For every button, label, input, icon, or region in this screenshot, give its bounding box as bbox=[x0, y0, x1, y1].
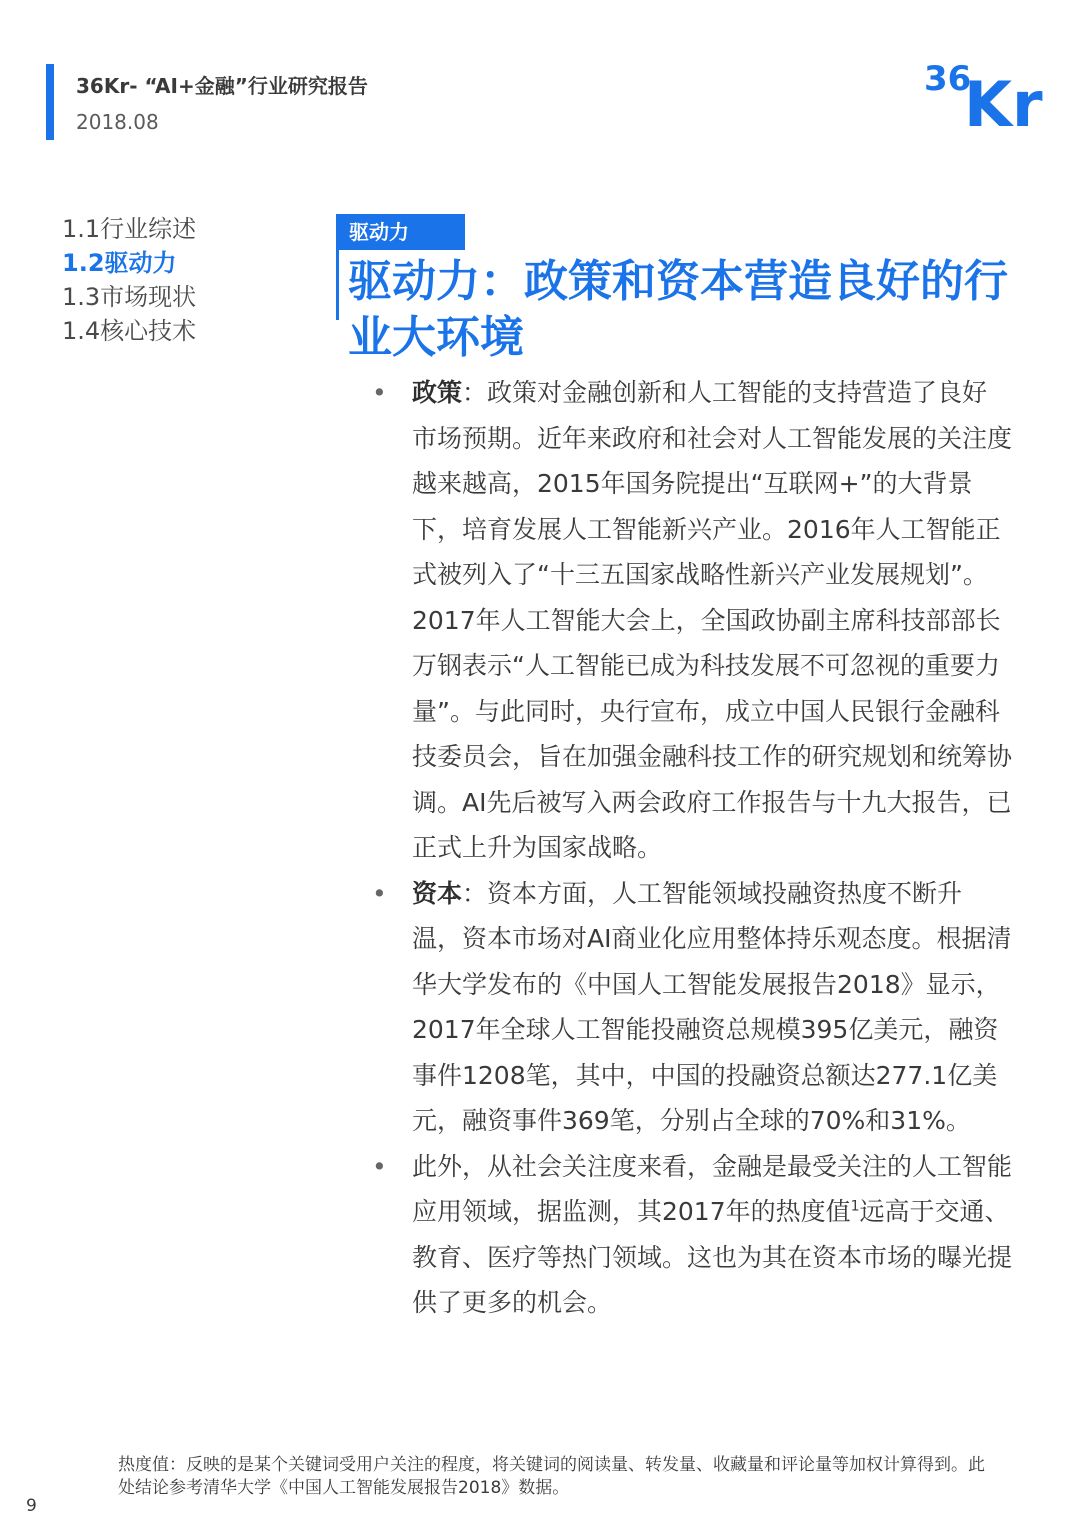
bullet-label-policy: 政策 bbox=[412, 378, 463, 407]
header-accent-bar bbox=[46, 64, 54, 140]
section-title: 驱动力：政策和资本营造良好的行业大环境 bbox=[348, 256, 1008, 363]
bullet-text-attention-2: 远高于交通、教育、医疗等热门领域。这也为其在资本市场的曝光提供了更多的机会。 bbox=[412, 1197, 1013, 1317]
bullet-list bbox=[372, 370, 1012, 1326]
section-tag: 驱动力 bbox=[339, 214, 465, 250]
bullet-dot: • bbox=[372, 878, 387, 908]
bullet-capital bbox=[372, 871, 1012, 1144]
bullet-policy bbox=[372, 370, 1012, 871]
bullet-dot: • bbox=[372, 378, 387, 407]
bullet-text-policy: ：政策对金融创新和人工智能的支持营造了良好市场预期。近年来政府和社会对人工智能发展的关注度越来越高，2015年国务院提出“互联网+”的大背景下，培育发展人工智能新兴产业。2016年人工智能正式被列入了“十三五国家战略性新兴产业发展规划”。2017年人工智能大会上，全国政协副主席科技部部长万钢表示“人工智能已成为科技发展不可忽视的重要力量”。与此同时，央行宣布，成立中国人民银行金融科技委员会，旨在加强金融科技工作的研究规划和统筹协调。AI先后被写入两会政府工作报告与十九大报告，已正式上升为国家战略。 bbox=[412, 378, 1013, 862]
toc-item-1-3[interactable]: 1.3市场现状 bbox=[62, 283, 197, 311]
bullet-text-attention-1: 此外，从社会关注度来看，金融是最受关注的人工智能应用领域，据监测，其2017年的热度值 bbox=[412, 1151, 1013, 1226]
table-of-contents bbox=[62, 212, 302, 348]
svg-text:36: 36 bbox=[924, 59, 972, 99]
bullet-attention bbox=[372, 1144, 1012, 1326]
footnote: 热度值：反映的是某个关键词受用户关注的程度，将关键词的阅读量、转发量、收藏量和评论量等加权计算得到。此处结论参考清华大学《中国人工智能发展报告2018》数据。 bbox=[118, 1455, 985, 1498]
toc-item-1-2-active[interactable]: 1.2驱动力 bbox=[62, 249, 177, 277]
bullet-label-capital: 资本 bbox=[412, 878, 463, 908]
36kr-logo bbox=[920, 46, 1050, 136]
report-title: 36Kr- “AI+金融”行业研究报告 bbox=[76, 74, 368, 98]
bullet-text-capital: ：资本方面，人工智能领域投融资热度不断升温，资本市场对AI商业化应用整体持乐观态度。根据清华大学发布的《中国人工智能发展报告2018》显示，2017年全球人工智能投融资总规模395亿美元，融资事件1208笔，其中，中国的投融资总额达277.1亿美元，融资事件369笔，分别占全球的70%和31%。 bbox=[412, 878, 1012, 1135]
toc-item-1-4[interactable]: 1.4核心技术 bbox=[62, 317, 197, 345]
toc-item-1-1[interactable]: 1.1行业综述 bbox=[62, 215, 197, 243]
bullet-dot: • bbox=[372, 1151, 387, 1181]
svg-text:Kr: Kr bbox=[964, 68, 1043, 136]
page-number: 9 bbox=[26, 1496, 37, 1516]
report-date: 2018.08 bbox=[76, 110, 159, 134]
footnote-ref: 1 bbox=[850, 1198, 860, 1215]
